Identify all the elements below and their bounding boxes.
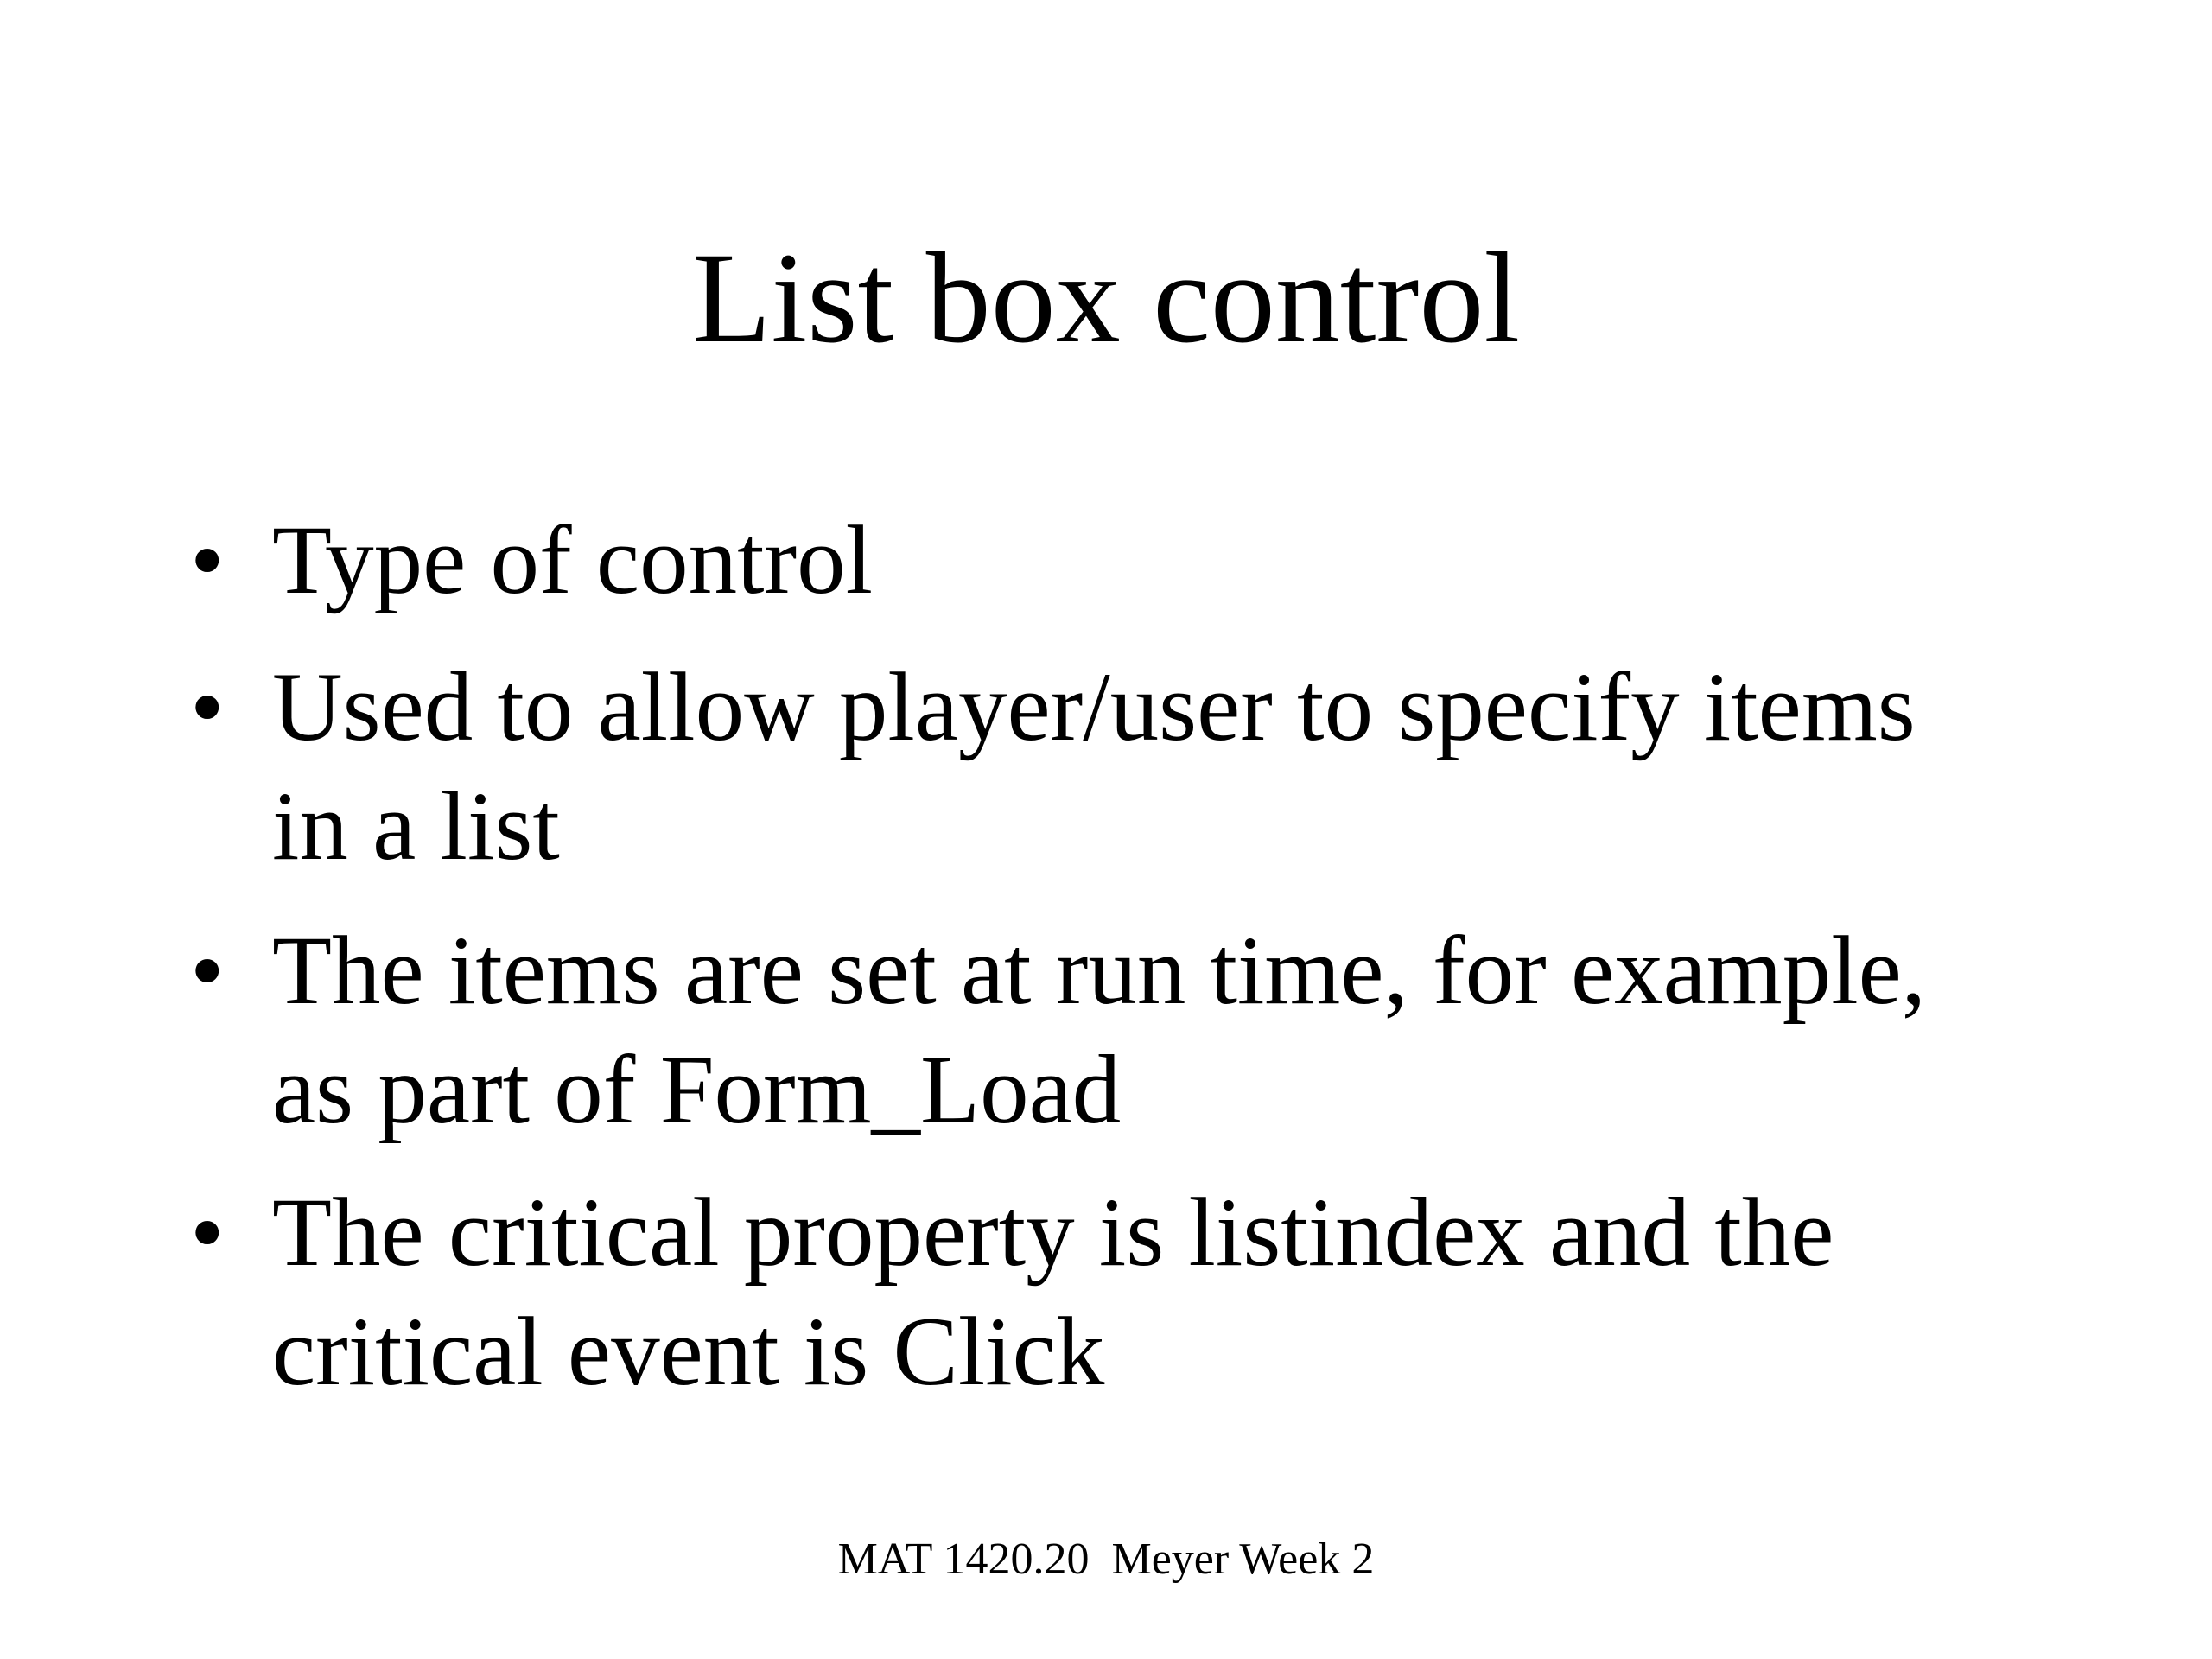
bullet-text: Type of control [272,506,873,614]
bullet-text: in a list [272,772,560,880]
bullet-dot-icon: • [190,653,225,761]
bullet-item [190,1173,2000,1412]
bullet-dot-icon: • [190,1179,225,1287]
bullet-dot-icon: • [190,506,225,614]
slide-title: List box control [691,226,1521,370]
bullet-text: as part of Form_Load [272,1036,1122,1144]
bullet-text: critical event is Click [272,1298,1105,1406]
slide-footer: MAT 1420.20 Meyer Week 2 [837,1535,1375,1584]
bullet-text: The items are set at run time, for example, [272,917,1926,1025]
bullet-item [190,912,2000,1150]
bullet-item [190,648,2000,887]
bullet-dot-icon: • [190,917,225,1025]
bullet-text: The critical property is listindex and the [272,1179,1834,1287]
bullet-item [190,501,2000,620]
bullet-text: Used to allow player/user to specify items [272,653,1916,761]
